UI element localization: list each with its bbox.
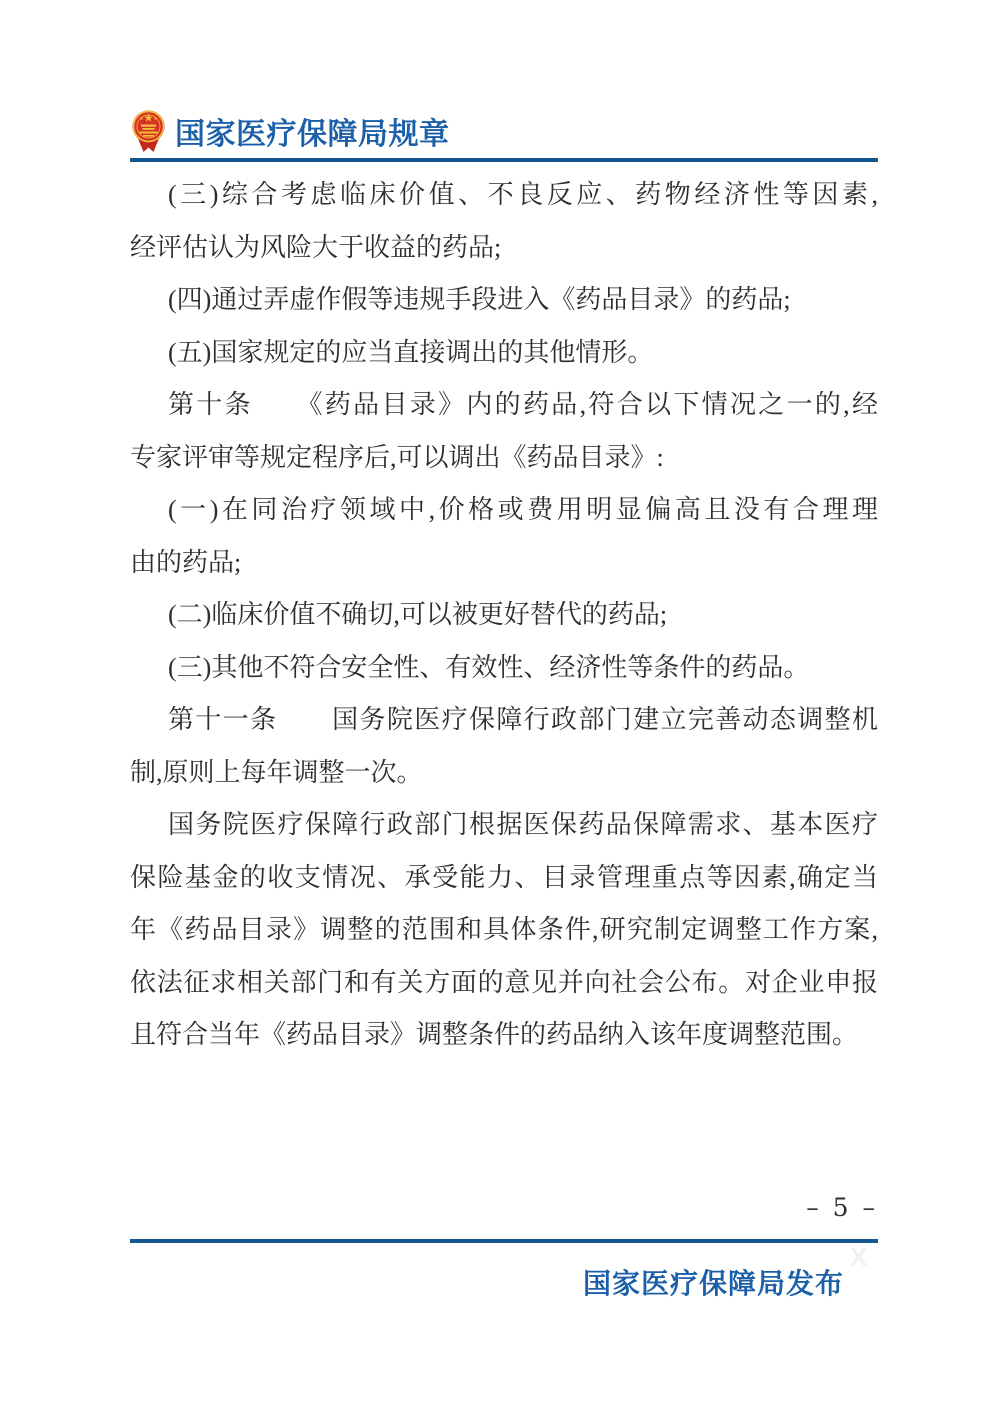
body-line: (三)其他不符合安全性、有效性、经济性等条件的药品。 [168, 652, 810, 682]
header-rule [130, 158, 878, 162]
body-line: 经评估认为风险大于收益的药品; [130, 232, 502, 262]
body-line: 且符合当年《药品目录》调整条件的药品纳入该年度调整范围。 [130, 1020, 859, 1049]
body-text [130, 169, 878, 1062]
body-line: (五)国家规定的应当直接调出的其他情形。 [168, 337, 654, 367]
page-title: 国家医疗保障局规章 [175, 118, 450, 151]
body-line: 保险基金的收支情况、承受能力、目录管理重点等因素,确定当 [130, 862, 878, 892]
footer-publisher: 国家医疗保障局发布 [582, 1268, 844, 1299]
body-line: 专家评审等规定程序后,可以调出《药品目录》: [130, 442, 664, 472]
national-emblem-icon [130, 109, 167, 153]
body-line: 由的药品; [130, 547, 242, 577]
body-line: (四)通过弄虚作假等违规手段进入《药品目录》的药品; [168, 285, 791, 314]
body-line: 依法征求相关部门和有关方面的意见并向社会公布。对企业申报 [130, 967, 878, 997]
body-line: 制,原则上每年调整一次。 [130, 757, 423, 787]
footer-rule [130, 1239, 878, 1243]
body-line: 国务院医疗保障行政部门根据医保药品保障需求、基本医疗 [168, 810, 878, 839]
body-line: (一)在同治疗领域中,价格或费用明显偏高且没有合理理 [168, 495, 878, 524]
body-line: 年《药品目录》调整的范围和具体条件,研究制定调整工作方案, [130, 915, 878, 944]
page-header [130, 107, 878, 155]
body-line: (三)综合考虑临床价值、不良反应、药物经济性等因素, [168, 180, 878, 209]
page-number: – 5 – [806, 1193, 878, 1222]
body-line: 第十一条 国务院医疗保障行政部门建立完善动态调整机 [168, 705, 878, 734]
body-line: 第十条 《药品目录》内的药品,符合以下情况之一的,经 [168, 390, 878, 419]
watermark-x: X [850, 1242, 868, 1272]
body-line: (二)临床价值不确切,可以被更好替代的药品; [168, 600, 668, 629]
